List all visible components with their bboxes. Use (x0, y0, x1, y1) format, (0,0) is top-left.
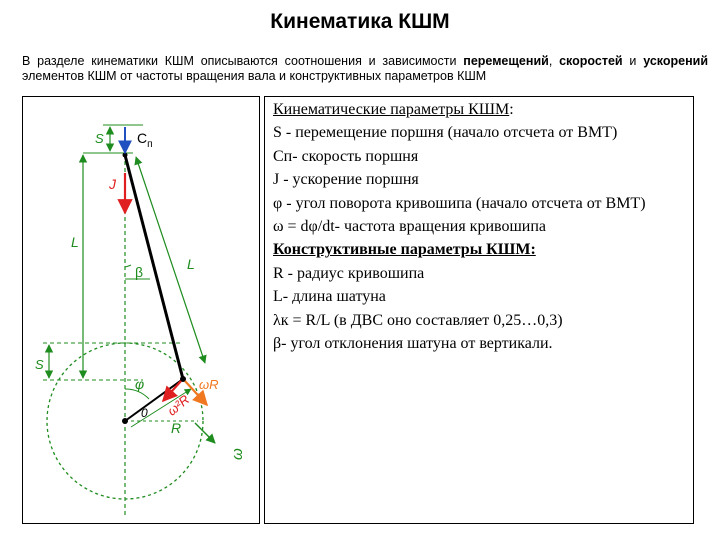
intro-text-2: , (548, 54, 560, 68)
w2r-label: ω²R (164, 391, 193, 419)
l-left-label: L (71, 234, 79, 250)
param-line-beta: β- угол отклонения шатуна от вертикали. (273, 335, 553, 353)
cp-label-main: C (137, 130, 148, 146)
param-line-omega: ω = dφ/dt- частота вращения кривошипа (273, 218, 547, 236)
param-line-s: S - перемещение поршня (начало отсчета от ВМТ) (273, 124, 618, 142)
kin-header-line (273, 98, 685, 121)
beta-arc (125, 265, 131, 267)
intro-text-3: и (622, 54, 644, 68)
zero-label: 0 (141, 406, 148, 420)
beta-label: β (135, 264, 144, 280)
phi-label: φ (135, 376, 145, 392)
parameters-panel (264, 96, 694, 524)
cp-label (137, 130, 153, 150)
piston-pin (123, 153, 128, 158)
crankshaft-center (122, 418, 128, 424)
intro-bold-displacements: перемещений (463, 54, 549, 68)
crank-mechanism-diagram (22, 96, 260, 524)
param-line-lambda: λк = R/L (в ДВС оно составляет 0,25…0,3) (273, 311, 563, 329)
connecting-rod (125, 155, 183, 379)
param-line-phi: φ - угол поворота кривошипа (начало отсчета от ВМТ) (273, 194, 646, 212)
omega-arrow (195, 423, 215, 443)
con-header: Конструктивные параметры КШМ: (273, 241, 536, 259)
diagram-svg (23, 97, 261, 525)
intro-bold-velocities: скоростей (559, 54, 623, 68)
intro-bold-accelerations: ускорений (643, 54, 709, 68)
intro-text-4: элементов КШМ от частоты вращения вала и конструктивных параметров КШМ (22, 69, 487, 83)
intro-text-1: В разделе кинематики КШМ описываются соотношения и зависимости (22, 54, 464, 68)
r-label: R (171, 420, 182, 436)
omega-label: ω (229, 448, 246, 460)
l-right-label: L (187, 256, 195, 272)
cp-label-sub: п (147, 139, 153, 150)
s-top-label: S (95, 131, 104, 146)
kin-header: Кинематические параметры КШМ (273, 101, 510, 118)
j-label: J (109, 176, 116, 192)
param-line-l: L- длина шатуна (273, 288, 386, 306)
page-title: Кинематика КШМ (270, 10, 450, 33)
wr-label: ωR (199, 377, 219, 392)
param-line-cp: Cп- скорость поршня (273, 147, 419, 165)
s-bottom-label: S (35, 357, 44, 372)
intro-paragraph (22, 54, 708, 84)
param-line-r: R - радиус кривошипа (273, 264, 425, 282)
kin-header-colon: : (509, 101, 514, 118)
param-line-j: J - ускорение поршня (273, 171, 419, 189)
